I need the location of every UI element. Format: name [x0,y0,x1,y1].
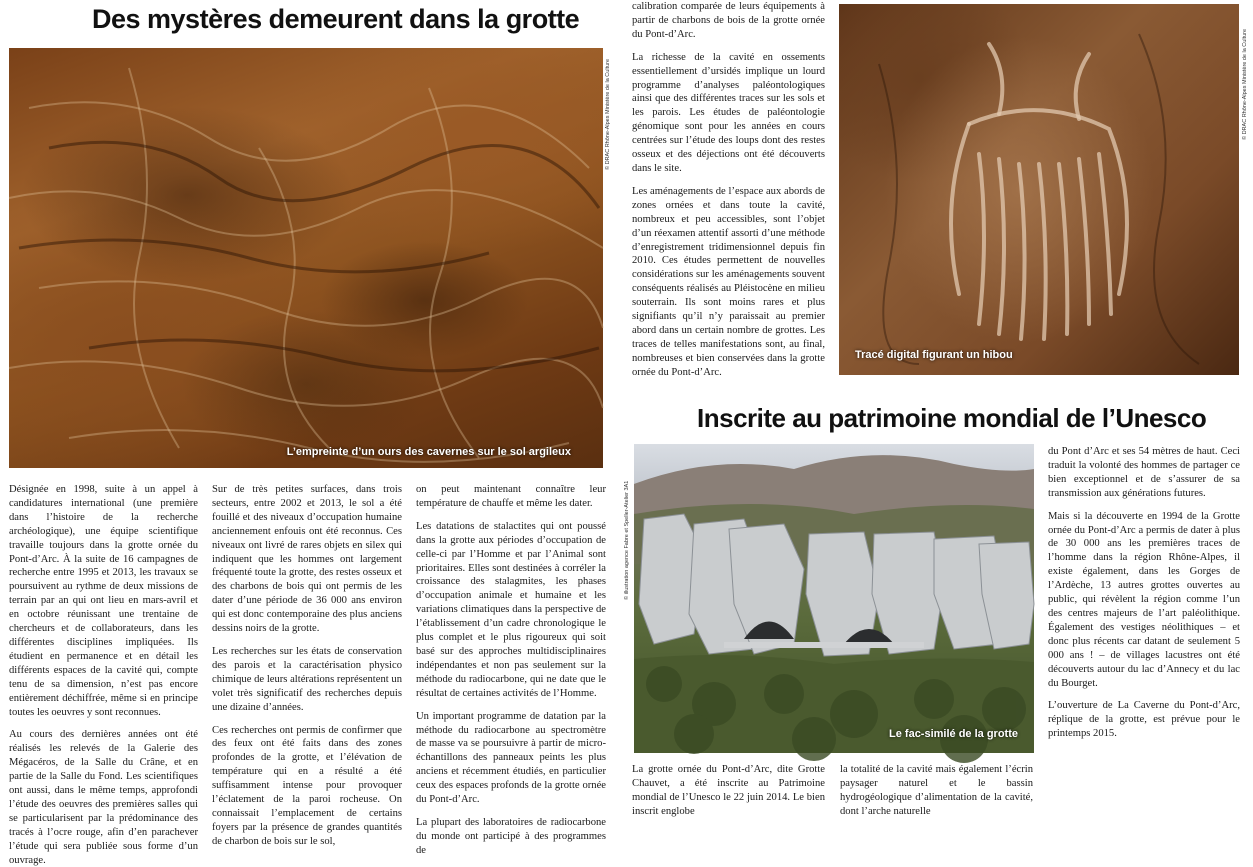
owl-photo-credit: © DRAC Rhône-Alpes Ministère de la Culture [1242,28,1248,140]
replica-scene [634,444,1034,753]
replica-caption: Le fac-similé de la grotte [889,728,1018,740]
replica-illustration [634,444,1034,753]
bottom-column-a [632,763,825,817]
left-column-1 [9,483,198,866]
left-column-3 [416,483,606,856]
paragraph: La richesse de la cavité en ossements essentiellement d’ursidés implique un lourd programme d’analyses paléontologiques ainsi que des différentes traces sur les sols et les parois. Les études de paléontologie génomique sont pour les années en cours centrées sur l’étude des loups dont des restes osseux et des déjections ont été découverts dans le site. [632,51,825,174]
right-top-column [632,0,825,380]
paragraph: calibration comparée de leurs équipements à partir de charbons de bois de la grotte ornée du Pont-d’Arc. [632,1,825,40]
paragraph: du Pont d’Arc et ses 54 mètres de haut. Ceci traduit la volonté des hommes de partager ce bien exceptionnel et de s’assurer de sa transmission aux générations futures. [1048,446,1240,499]
paragraph: Désignée en 1998, suite à un appel à candidatures international (une première dans l’histoire de la recherche archéologique), une équipe scientifique travaille toujours dans la grotte ornée du Pont-d’Arc. À la suite de 16 campagnes de recherche entre 1995 et 2013, les travaux se poursuivent au rythme de deux missions de terrain par an qui ont lieu en mars-avril et en octobre réunissant une trentaine de chercheurs et de collaborateurs, dans les différentes disciplines impliquées. Ils étudient en permanence et en détail les différents espaces de la cavité qui, compte tenu de sa dimension, n’est pas encore entièrement déchiffrée, même si en principe toutes les oeuvres y sont reconnues. [9,484,198,718]
replica-credit: © illustration agence Fabre et Speller-Atelier 3A1 [624,480,630,600]
paragraph: Les datations de stalactites qui ont poussé dans la grotte aux périodes d’occupation de celle-ci par l’Homme et par l’Animal sont prioritaires. Elles sont destinées à corréler la croissance des stalagmites, les phases d’occupation animale et humaine et les variations climatiques dans la perspective de l’établissement d’un cadre chronologique le plus complet et le plus rigoureux qui soit basé sur des approches multidisciplinaires indépendantes et non pas seulement sur la méthode du radiocarbone, qui ne date que le résultat de certaines activités de l’Homme. [416,520,606,699]
paragraph: L’ouverture de La Caverne du Pont-d’Arc, réplique de la grotte, est prévue pour le printemps 2015. [1048,700,1240,740]
paragraph: Les recherches sur les états de conservation des parois et la caractérisation physico chimique de leurs altérations représentent un volet très significatif des recherches depuis une dizaine d’années. [212,645,402,713]
paragraph: La plupart des laboratoires de radiocarbone du monde ont participé à des programmes de [416,816,606,856]
unesco-title: Inscrite au patrimoine mondial de l’Unesco [697,403,1207,433]
paragraph: Sur de très petites surfaces, dans trois secteurs, entre 2002 et 2013, le sol a été fouillé et des niveaux d’occupation humaine anciennement enfouis ont été reconnus. Ces niveaux ont livré de rares objets en silex qui indiquent que les hommes ont largement fréquenté toute la grotte, des restes osseux et des charbons de bois qui ont permis de les dater d’une période de 36 000 ans environ qui est donc contemporaine des plus anciens dessins noirs de la grotte. [212,484,402,635]
owl-engraving-photo [839,4,1239,375]
bottom-column-b [840,763,1033,817]
paragraph: La grotte ornée du Pont-d’Arc, dite Grotte Chauvet, a été inscrite au Patrimoine mondial de l’Unesco le 22 juin 2014. Le bien inscrit englobe [632,764,825,817]
owl-drawing [839,4,1239,375]
left-column-2 [212,483,402,847]
bear-photo-credit: © DRAC Rhône-Alpes Ministère de la Culture [605,58,611,170]
bear-photo-caption: L’empreinte d’un ours des cavernes sur le sol argileux [286,446,571,458]
paragraph: Mais si la découverte en 1994 de la Grotte ornée du Pont-d’Arc a permis de dater à plus de 30 000 ans les premières traces de l’homme dans la région Rhône-Alpes, il existe également, dans les Gorges de l’Ardèche, 13 autres grottes ouvertes au public, qui révèlent la région comme l’un des centres majeurs de l’art paléolithique. Également des vestiges néolithiques – et donc plus récents car datant de seulement 5 000 ans ! – de villages lacustres ont été découverts autour du lac d’Annecy et du lac du Bourget. [1048,510,1240,689]
owl-photo-caption: Tracé digital figurant un hibou [855,349,1013,361]
paragraph: Les aménagements de l’espace aux abords de zones ornées et dans toute la cavité, nombreux et peu accessibles, sont l’objet d’un réexamen attentif assorti d’une méthode d’enregistrement tridimensionnel depuis fin 2010. Ces études permettent de nouvelles considérations sur les aménagements souvent conséquents réalisés au Pléistocène en milieu souterrain. Ils sont moins rares et plus signifiants qu’il n’y paraissait au premier abord dans un certain nombre de grottes. Les traces de telles manifestations sont, au final, nombreuses et bien conservées dans la grotte ornée du Pont-d’Arc. [632,185,825,378]
bear-print-photo [9,48,603,468]
cave-floor-texture [9,48,603,468]
page-title: Des mystères demeurent dans la grotte [92,4,580,34]
paragraph: Ces recherches ont permis de confirmer que des feux ont été faits dans des zones profondes de la grotte, et l’élévation de température qui en a résulté a été suffisamment intense pour provoquer l’éclatement de la paroi rocheuse. On connaissait l’emplacement de certains foyers par la présence de grandes quantités de charbon de bois sur le sol, [212,724,402,847]
paragraph: Un important programme de datation par la méthode du radiocarbone au spectromètre de masse va se poursuivre à partir de micro-échantillons des panneaux peints les plus anciens et récemment étudiés, en particulier ceux des espaces profonds de la grotte ornée du Pont-d’Arc. [416,710,606,806]
paragraph: on peut maintenant connaître leur température de chauffe et même les dater. [416,484,606,509]
paragraph: la totalité de la cavité mais également l’écrin paysager naturel et le bassin hydrogéologique d’alimentation de la cavité, dont l’arche naturelle [840,764,1033,817]
right-column [1048,445,1240,745]
paragraph: Au cours des dernières années ont été réalisés les relevés de la Galerie des Mégacéros, de la Salle du Crâne, et en partie de la Salle du Fond. Les scientifiques ont aussi, dans le même temps, approfondi l’étude des oeuvres des premières salles qui se particularisent par la prédominance des tracés à l’ocre rouge, afin d’en parachever l’étude qui sera publiée sous forme d’un ouvrage. [9,729,198,866]
